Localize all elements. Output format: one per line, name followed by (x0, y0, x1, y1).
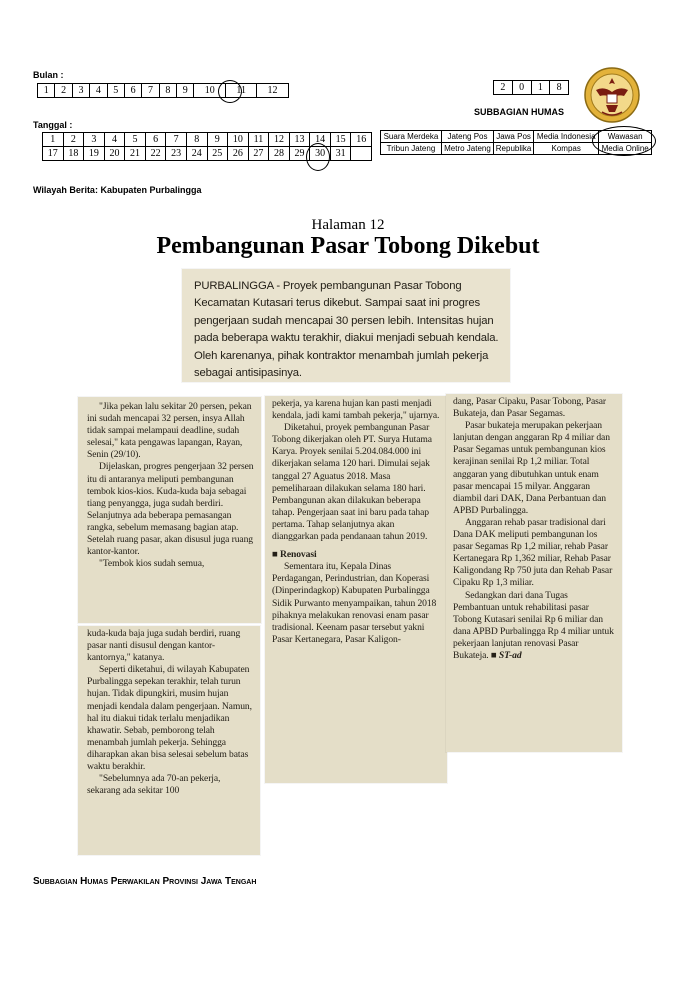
bulan-grid (37, 83, 289, 98)
date-cell: 28 (269, 147, 290, 161)
media-cell: Media Indonesia (534, 131, 599, 143)
month-cell: 6 (124, 84, 141, 98)
year-digit-cell: 1 (531, 81, 550, 95)
month-cell: 11 (226, 84, 257, 98)
date-cell: 2 (63, 133, 84, 147)
media-cell: Wawasan (599, 131, 652, 143)
date-cell: 21 (125, 147, 146, 161)
date-cell: 7 (166, 133, 187, 147)
date-cell: 19 (84, 147, 105, 161)
date-cell: 8 (186, 133, 207, 147)
tanggal-grid (42, 132, 372, 161)
col1b-paragraph: "Sebelumnya ada 70-an pekerja, sekarang ada sekitar 100 (87, 773, 221, 797)
year-digit-cell: 2 (494, 81, 513, 95)
bulan-label: Bulan : (33, 70, 64, 80)
col1b-paragraph: Seperti diketahui, di wilayah Kabupaten Purbalingga sepekan terakhir, telah turun hujan. Tidak dipungkiri, musim hujan menjadi kendala dalam pengerjaan. Namun, hal itu diakui tidak terlalu menjadikan khawatir. Sebab, pemborong telah menambah jumlah pekerja. Sehingga diharapkan akan bisa selesai sebelum batas waktu berakhir. (87, 664, 252, 773)
date-cell: 12 (269, 133, 290, 147)
month-cell: 5 (107, 84, 124, 98)
date-cell: 1 (43, 133, 64, 147)
date-cell: 31 (330, 147, 351, 161)
month-cell: 7 (142, 84, 159, 98)
month-cell: 12 (257, 84, 289, 98)
month-cell: 2 (55, 84, 72, 98)
media-grid (380, 130, 652, 155)
date-cell: 29 (289, 147, 310, 161)
column-3 (446, 394, 622, 752)
column-2 (265, 396, 447, 783)
date-cell (351, 147, 372, 161)
date-cell: 6 (145, 133, 166, 147)
col2-paragraph: Diketahui, proyek pembangunan Pasar Tobong dikerjakan oleh PT. Surya Hutama Karya. Proyek senilai 5.204.084.000 ini dikerjakan selama 120 hari. Dimulai sejak tanggal 27 Aguatus 2018. Masa pemeliharaan dilakukan selama 180 hari. Pembangunan akan dilakukan beberapa tahap. Pengerjaan saat ini baru pada tahap pertama. Tahap selanjutnya akan dianggarkan pada pendanaan tahun 2019. (272, 422, 432, 543)
date-cell: 27 (248, 147, 269, 161)
date-cell: 26 (228, 147, 249, 161)
date-cell: 25 (207, 147, 228, 161)
media-cell: Suara Merdeka (381, 131, 442, 143)
col1a-paragraph: "Tembok kios sudah semua, (99, 558, 205, 570)
date-cell: 3 (84, 133, 105, 147)
media-cell: Jateng Pos (441, 131, 493, 143)
date-cell: 22 (145, 147, 166, 161)
date-cell: 5 (125, 133, 146, 147)
media-cell: Tribun Jateng (381, 143, 442, 155)
column-1b (78, 626, 260, 855)
column-1a (78, 397, 261, 623)
month-cell: 10 (194, 84, 226, 98)
date-cell: 17 (43, 147, 64, 161)
col3-paragraph: Pasar bukateja merupakan pekerjaan lanjutan dengan anggaran Rp 4 miliar dan Pasar Segamas untuk pembangunan kios kerajinan senilai Rp 1,2 miliar. Total anggaran yang dibutuhkan untuk enam pasar mencapai 15 milyar. Anggaran diambil dari DAK, Dana Perbantuan dan APBD Purbalingga. (453, 420, 610, 516)
page-number: Halaman 12 (311, 217, 385, 233)
org-name: SUBBAGIAN HUMAS (474, 107, 564, 117)
col1a-paragraph: "Jika pekan lalu sekitar 20 persen, pekan ini sudah mencapai 32 persen, insya Allah tidak sampai melampaui deadline, sudah selesai," kata pengawas lapangan, Rayan, Senin (29/10). (87, 401, 252, 461)
date-cell: 23 (166, 147, 187, 161)
tanggal-label: Tanggal : (33, 120, 73, 130)
month-cell: 3 (72, 84, 89, 98)
col3-paragraph: Sedangkan dari dana Tugas Pembantuan untuk rehabilitasi pasar Tobong Kutasari senilai Rp 6 miliar dan dana APBD Purbalingga Rp 4 miliar untuk pekerjaan lanjutan renovasi Pasar Bukateja. ■ ST-ad (453, 589, 614, 661)
renovasi-subhead-text: Renovasi (280, 549, 317, 561)
tahun-grid (493, 80, 569, 95)
year-digit-cell: 8 (550, 81, 569, 95)
col1b-paragraph: kuda-kuda baja juga sudah berdiri, ruang pasar nanti disusul dengan kantor-kantornya," katanya. (87, 628, 241, 664)
col1a-paragraph: Dijelaskan, progres pengerjaan 32 persen itu di antaranya meliputi pembangunan tembok kios-kios. Kuda-kuda baja sebagai tiang penyangga, juga sudah berdiri. Selanjutnya ada beberapa pemasangan rangka, sebelum memasang bagian atap. Setelah ruang pasar, akan disusul juga ruang kantor-kantor. (87, 461, 254, 558)
date-cell: 30 (310, 147, 331, 161)
media-cell: Metro Jateng (441, 143, 493, 155)
month-cell: 1 (38, 84, 55, 98)
col3-paragraph: dang, Pasar Cipaku, Pasar Tobong, Pasar Bukateja, dan Pasar Segamas. (453, 396, 606, 420)
date-cell: 16 (351, 133, 372, 147)
date-cell: 14 (310, 133, 331, 147)
col3-paragraph: Anggaran rehab pasar tradisional dari Dana DAK meliputi pembangunan los pasar Segamas Rp 1,2 miliar, rehab Pasar Kertanegara Rp 1,362 miliar, Rehab Pasar Kaligondang Rp 750 juta dan Rehab Pasar Cipaku Rp 1,3 miliar. (453, 516, 613, 589)
month-cell: 4 (90, 84, 107, 98)
media-cell: Republika (494, 143, 534, 155)
media-cell: Media Online (599, 143, 652, 155)
garuda-emblem-icon (582, 66, 642, 124)
date-cell: 4 (104, 133, 125, 147)
col3-last-text: Sedangkan dari dana Tugas Pembantuan untuk rehabilitasi pasar Tobong Kutasari senilai Rp 6 miliar dan dana APBD Purbalingga Rp 4 miliar untuk pekerjaan lanjutan renovasi Pasar Bukateja. (453, 589, 614, 661)
date-cell: 24 (186, 147, 207, 161)
year-digit-cell: 0 (512, 81, 531, 95)
col2-paragraph: pekerja, ya karena hujan kan pasti menjadi kendala, jadi kami tambah pekerja," ujarnya. (272, 398, 440, 422)
date-cell: 9 (207, 133, 228, 147)
month-cell: 9 (177, 84, 194, 98)
media-cell: Kompas (534, 143, 599, 155)
date-cell: 11 (248, 133, 269, 147)
date-cell: 10 (228, 133, 249, 147)
lead-clipping (182, 269, 510, 382)
renovasi-subhead: ■ Renovasi (272, 549, 317, 561)
date-cell: 15 (330, 133, 351, 147)
date-cell: 20 (104, 147, 125, 161)
date-cell: 18 (63, 147, 84, 161)
article-title: Pembangunan Pasar Tobong Dikebut (156, 233, 540, 259)
signoff: ST-ad (498, 649, 522, 661)
col2b-paragraph: Sementara itu, Kepala Dinas Perdagangan, Perindustrian, dan Koperasi (Dinperindagkop) Kabupaten Purbalingga Sidik Purwanto menyampaikan, tahun 2018 pihaknya melakukan renovasi enam pasar tradisional. Keenam pasar tersebut yakni Pasar Kertanegara, Pasar Kaligon- (272, 561, 437, 645)
month-cell: 8 (159, 84, 176, 98)
wilayah-berita: Wilayah Berita: Kabupaten Purbalingga (33, 185, 202, 195)
footer-org: Subbagian Humas Perwakilan Provinsi Jawa Tengah (33, 876, 257, 887)
date-cell: 13 (289, 133, 310, 147)
lead-paragraph: PURBALINGGA - Proyek pembangunan Pasar Tobong Kecamatan Kutasari terus dikebut. Sampai saat ini progres pengerjaan sudah mencapai 30 persen lebih. Intensitas hujan pada beberapa waktu terakhir, diakui menjadi sebuah kendala. Oleh karenanya, pihak kontraktor menambah jumlah pekerja sebagai antisipasinya. (194, 280, 499, 380)
media-cell: Jawa Pos (494, 131, 534, 143)
